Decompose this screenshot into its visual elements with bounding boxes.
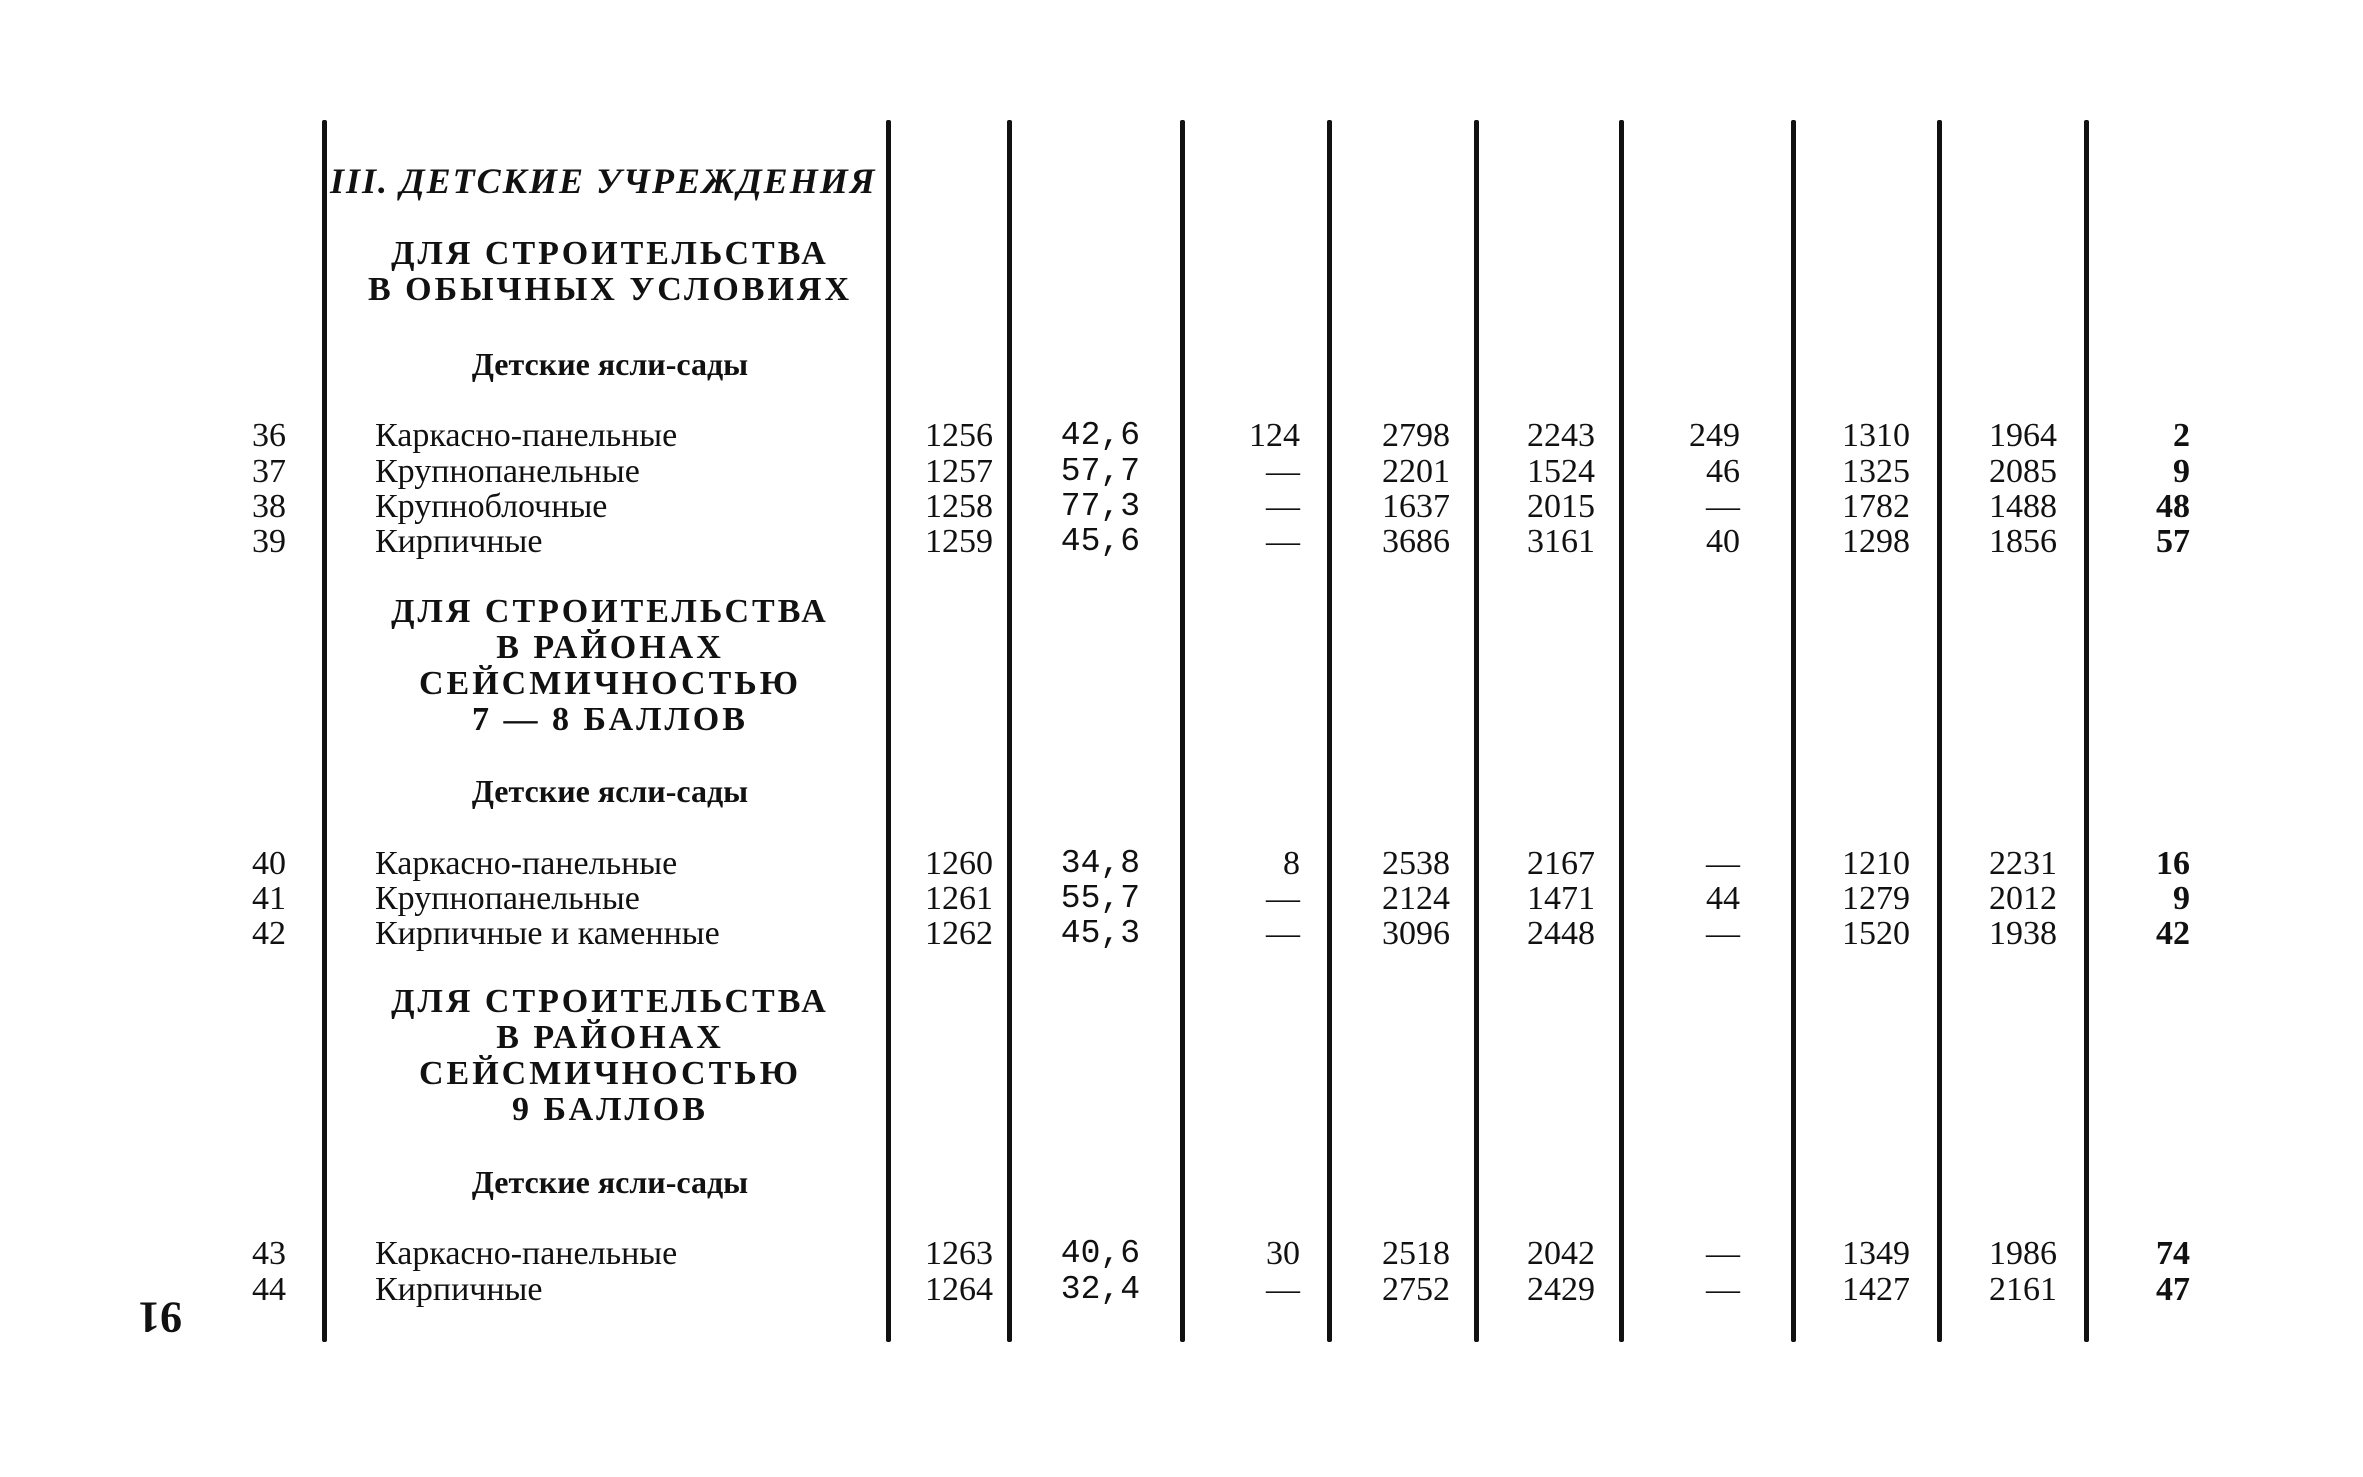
group-subheading: Детские ясли-сады [471,773,749,809]
row-value: 2243 [1527,417,1595,454]
row-value: 2798 [1382,417,1450,454]
row-value: 2448 [1527,915,1595,952]
row-value: 2015 [1527,488,1595,525]
row-value: 2167 [1527,845,1595,882]
row-area: 45,6 [1060,523,1140,560]
row-value: — [1706,488,1740,525]
row-value: 2042 [1527,1235,1595,1272]
row-area: 55,7 [1060,880,1140,917]
row-value: 9 [2173,453,2190,490]
column-rule [322,120,327,1342]
table-row [0,916,2363,952]
table-row [0,846,2363,882]
row-code: 1262 [925,915,993,952]
row-value: 30 [1266,1235,1300,1272]
row-code: 1263 [925,1235,993,1272]
table-row [0,1272,2363,1308]
row-value: 16 [2156,845,2190,882]
row-value: — [1706,1271,1740,1308]
row-value: 124 [1249,417,1300,454]
group-heading-line: СЕЙСМИЧНОСТЬЮ [418,665,802,702]
column-rule [1937,120,1942,1342]
row-area: 32,4 [1060,1271,1140,1308]
column-rule [1791,120,1796,1342]
row-name: Каркасно-панельные [375,1235,678,1272]
row-value: 2231 [1989,845,2057,882]
row-value: 1856 [1989,523,2057,560]
row-number: 44 [252,1271,286,1308]
row-name: Кирпичные [375,1271,543,1308]
row-value: 1488 [1989,488,2057,525]
row-value: 8 [1283,845,1300,882]
row-value: 2429 [1527,1271,1595,1308]
row-value: 3686 [1382,523,1450,560]
row-value: 46 [1706,453,1740,490]
column-rule [1180,120,1185,1342]
row-name: Кирпичные [375,523,543,560]
row-code: 1261 [925,880,993,917]
table-row [0,454,2363,490]
row-value: 1986 [1989,1235,2057,1272]
row-value: — [1266,453,1300,490]
row-value: 47 [2156,1271,2190,1308]
row-name: Каркасно-панельные [375,845,678,882]
row-value: 40 [1706,523,1740,560]
row-number: 42 [252,915,286,952]
row-area: 34,8 [1060,845,1140,882]
column-rule [1474,120,1479,1342]
group-subheading: Детские ясли-сады [471,1164,749,1200]
row-value: 9 [2173,880,2190,917]
row-value: 74 [2156,1235,2190,1272]
row-value: — [1266,523,1300,560]
row-name: Крупноблочные [375,488,608,525]
row-value: 2161 [1989,1271,2057,1308]
row-value: 1471 [1527,880,1595,917]
group-heading-line: 9 БАЛЛОВ [512,1091,708,1128]
row-number: 41 [252,880,286,917]
row-value: — [1266,1271,1300,1308]
row-number: 36 [252,417,286,454]
row-area: 57,7 [1060,453,1140,490]
group-heading-line: В ОБЫЧНЫХ УСЛОВИЯХ [368,271,852,308]
row-area: 45,3 [1060,915,1140,952]
row-value: 1325 [1842,453,1910,490]
table-row [0,1236,2363,1272]
row-value: 1349 [1842,1235,1910,1272]
table-row [0,524,2363,560]
row-value: 2752 [1382,1271,1450,1308]
row-code: 1256 [925,417,993,454]
group-heading [330,594,890,738]
group-heading-line: ДЛЯ СТРОИТЕЛЬСТВА [391,593,829,630]
row-value: 1637 [1382,488,1450,525]
group-heading-line: СЕЙСМИЧНОСТЬЮ [418,1055,802,1092]
row-name: Кирпичные и каменные [375,915,720,952]
row-code: 1259 [925,523,993,560]
table-row [0,489,2363,525]
row-value: 3161 [1527,523,1595,560]
row-value: 42 [2156,915,2190,952]
row-number: 39 [252,523,286,560]
row-area: 77,3 [1060,488,1140,525]
row-value: 2085 [1989,453,2057,490]
row-name: Крупнопанельные [375,453,640,490]
group-subheading: Детские ясли-сады [471,346,749,382]
group-heading-line: 7 — 8 БАЛЛОВ [472,701,748,738]
row-code: 1264 [925,1271,993,1308]
row-value: 2538 [1382,845,1450,882]
row-number: 43 [252,1235,286,1272]
row-value: 249 [1689,417,1740,454]
group-heading-line: ДЛЯ СТРОИТЕЛЬСТВА [391,983,829,1020]
row-value: — [1266,488,1300,525]
row-code: 1260 [925,845,993,882]
column-rule [1327,120,1332,1342]
row-value: 1964 [1989,417,2057,454]
group-heading-line: В РАЙОНАХ [496,629,724,666]
row-value: 1520 [1842,915,1910,952]
column-rule [2084,120,2089,1342]
row-value: 1938 [1989,915,2057,952]
row-value: 1310 [1842,417,1910,454]
row-value: 44 [1706,880,1740,917]
row-value: 48 [2156,488,2190,525]
row-value: — [1266,915,1300,952]
row-value: — [1706,1235,1740,1272]
row-name: Крупнопанельные [375,880,640,917]
row-code: 1258 [925,488,993,525]
section-title: III. ДЕТСКИЕ УЧРЕЖДЕНИЯ [330,161,877,201]
group-heading [330,236,890,308]
page-number: 91 [138,1293,182,1342]
row-area: 40,6 [1060,1235,1140,1272]
row-number: 40 [252,845,286,882]
row-value: 2124 [1382,880,1450,917]
row-value: 1210 [1842,845,1910,882]
row-number: 38 [252,488,286,525]
row-value: 1427 [1842,1271,1910,1308]
row-name: Каркасно-панельные [375,417,678,454]
row-value: 1524 [1527,453,1595,490]
row-value: 57 [2156,523,2190,560]
row-value: 1782 [1842,488,1910,525]
row-value: 2518 [1382,1235,1450,1272]
table-row [0,881,2363,917]
group-heading [330,984,890,1128]
row-value: 1298 [1842,523,1910,560]
row-value: 3096 [1382,915,1450,952]
row-number: 37 [252,453,286,490]
group-heading-line: В РАЙОНАХ [496,1019,724,1056]
row-code: 1257 [925,453,993,490]
group-heading-line: ДЛЯ СТРОИТЕЛЬСТВА [391,235,829,272]
row-value: 2012 [1989,880,2057,917]
column-rule [1007,120,1012,1342]
row-value: 2 [2173,417,2190,454]
row-area: 42,6 [1060,417,1140,454]
row-value: — [1706,845,1740,882]
row-value: — [1266,880,1300,917]
table-row [0,418,2363,454]
row-value: — [1706,915,1740,952]
column-rule [1619,120,1624,1342]
row-value: 2201 [1382,453,1450,490]
row-value: 1279 [1842,880,1910,917]
